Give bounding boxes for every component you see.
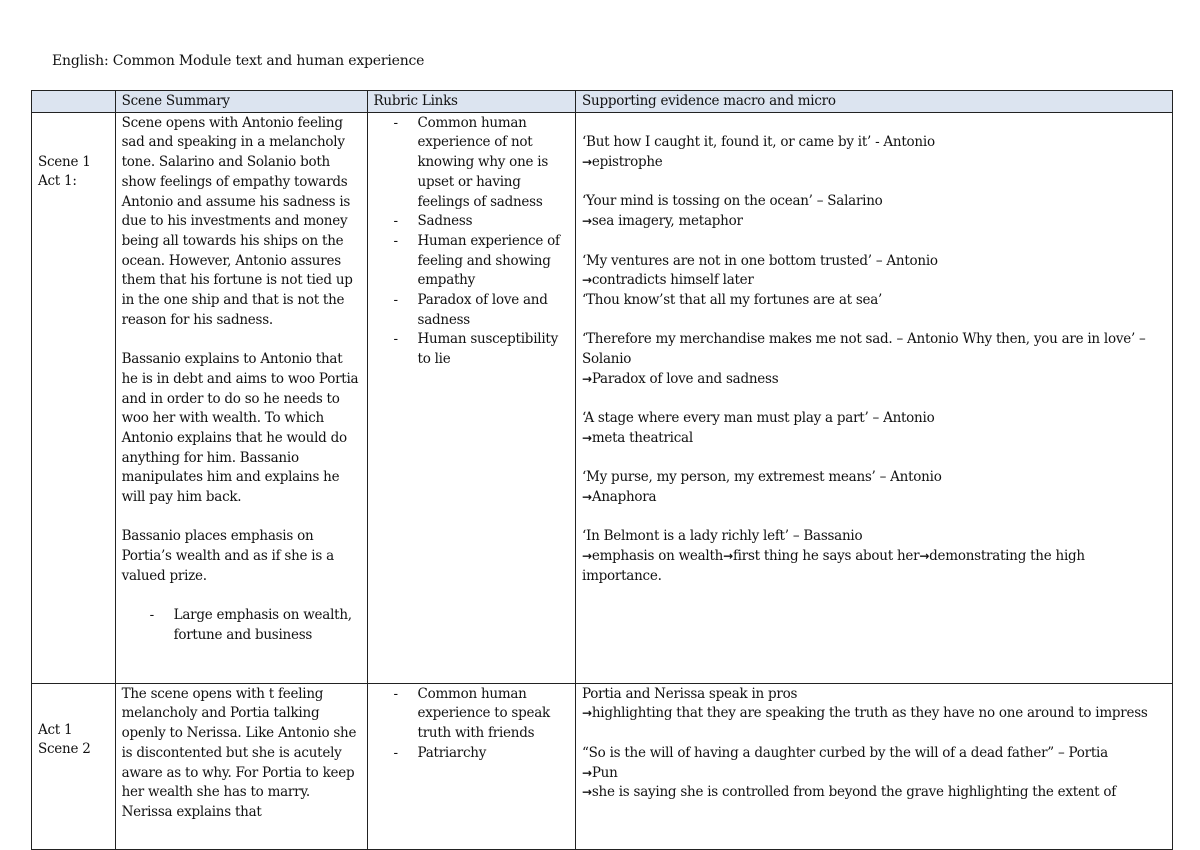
evidence-cell: [576, 683, 1173, 849]
scene-summary-cell: [115, 683, 367, 849]
arrow-icon: →: [582, 214, 592, 229]
evidence-note: →meta theatrical: [582, 429, 693, 446]
summary-bullet: - Large emphasis on wealth, fortune and business: [122, 606, 361, 645]
evidence-quote: ‘A stage where every man must play a part’ – Antonio: [582, 410, 935, 427]
summary-paragraph: The scene opens with t feeling melancholy and Portia talking openly to Nerissa. Like Antonio she is discontented but she is acutely aware as to why. For Portia to keep her wealth she has to marry. Nerissa explains that: [121, 685, 357, 820]
arrow-icon: →: [582, 549, 592, 564]
arrow-icon: →: [582, 785, 592, 800]
evidence-note: →Paradox of love and sadness: [582, 370, 779, 387]
arrow-icon: →: [582, 765, 592, 780]
rubric-item: - Human susceptibility to lie: [374, 330, 570, 369]
rubric-item: - Patriarchy: [374, 744, 570, 764]
header-supporting-evidence: Supporting evidence macro and micro: [576, 91, 1173, 113]
evidence-quote: ‘My purse, my person, my extremest means’ – Antonio: [582, 469, 942, 486]
notes-table: [31, 90, 1173, 850]
row-label-line: Act 1:: [38, 173, 77, 190]
evidence-note: →Anaphora: [582, 488, 657, 505]
rubric-item: - Sadness: [374, 212, 570, 232]
evidence-cell: [576, 112, 1173, 683]
summary-paragraph: Bassanio explains to Antonio that he is in debt and aims to woo Portia and in order to do so he needs to woo her with wealth. To which Antonio explains that he would do anything for him. Bassanio manipulates him and explains he will pay him back.: [121, 351, 359, 506]
evidence-quote: ‘In Belmont is a lady richly left’ – Bassanio: [582, 528, 863, 545]
rubric-item: - Common human experience to speak truth with friends: [374, 685, 570, 744]
evidence-note: →epistrophe: [582, 154, 663, 171]
evidence-quote: ‘Thou know’st that all my fortunes are at sea’: [582, 291, 883, 308]
table-row: [32, 112, 1173, 683]
rubric-list: [374, 685, 570, 764]
rubric-list: [374, 114, 570, 370]
summary-bullet-list: [122, 606, 361, 645]
row-label-line: Act 1: [38, 721, 73, 738]
evidence-note: →highlighting that they are speaking the truth as they have no one around to impress: [582, 705, 1148, 722]
evidence-note: →contradicts himself later: [582, 272, 754, 289]
evidence-quote: ‘Therefore my merchandise makes me not sad. – Antonio Why then, you are in love’ – Solanio: [582, 331, 1146, 368]
rubric-item: - Common human experience of not knowing why one is upset or having feelings of sadness: [374, 114, 570, 213]
table-row: [32, 683, 1173, 849]
row-label-line: Scene 2: [38, 741, 91, 758]
evidence-note: →sea imagery, metaphor: [582, 213, 743, 230]
evidence-note: →emphasis on wealth→first thing he says about her→demonstrating the high importance.: [582, 548, 1085, 584]
rubric-item: - Paradox of love and sadness: [374, 291, 570, 330]
rubric-item: - Human experience of feeling and showing empathy: [374, 232, 570, 291]
arrow-icon: →: [582, 706, 592, 721]
evidence-note: →she is saying she is controlled from beyond the grave highlighting the extent of: [582, 784, 1116, 801]
rubric-links-cell: [367, 112, 576, 683]
row-label: [32, 683, 116, 849]
evidence-quote: “So is the will of having a daughter curbed by the will of a dead father” – Portia: [582, 744, 1108, 761]
arrow-icon: →: [582, 155, 592, 170]
header-scene-summary: Scene Summary: [115, 91, 367, 113]
arrow-icon: →: [919, 549, 930, 564]
document-title: English: Common Module text and human experience: [52, 53, 425, 69]
summary-paragraph: Bassanio places emphasis on Portia’s wealth and as if she is a valued prize.: [121, 528, 334, 584]
evidence-note: →Pun: [582, 764, 618, 781]
summary-paragraph: Scene opens with Antonio feeling sad and speaking in a melancholy tone. Salarino and Solanio both show feelings of empathy towards Antonio and assume his sadness is due to his investments and money being all towards his ships on the ocean. However, Antonio assures them that his fortune is not tied up in the one ship and that is not the reason for his sadness.: [121, 114, 353, 328]
evidence-quote: ‘My ventures are not in one bottom trusted’ – Antonio: [582, 252, 938, 269]
evidence-quote: ‘Your mind is tossing on the ocean’ – Salarino: [582, 193, 883, 210]
arrow-icon: →: [582, 371, 592, 386]
arrow-icon: →: [723, 549, 733, 564]
evidence-quote: ‘But how I caught it, found it, or came by it’ - Antonio: [582, 134, 935, 151]
arrow-icon: →: [582, 430, 592, 445]
rubric-links-cell: [367, 683, 576, 849]
table-header-row: [32, 91, 1173, 113]
scene-summary-cell: [115, 112, 367, 683]
arrow-icon: →: [582, 273, 592, 288]
row-label-line: Scene 1: [38, 153, 91, 170]
arrow-icon: →: [582, 489, 592, 504]
header-rubric-links: Rubric Links: [367, 91, 576, 113]
evidence-quote: Portia and Nerissa speak in pros: [582, 685, 798, 702]
row-label: [32, 112, 116, 683]
header-label: [32, 91, 116, 113]
